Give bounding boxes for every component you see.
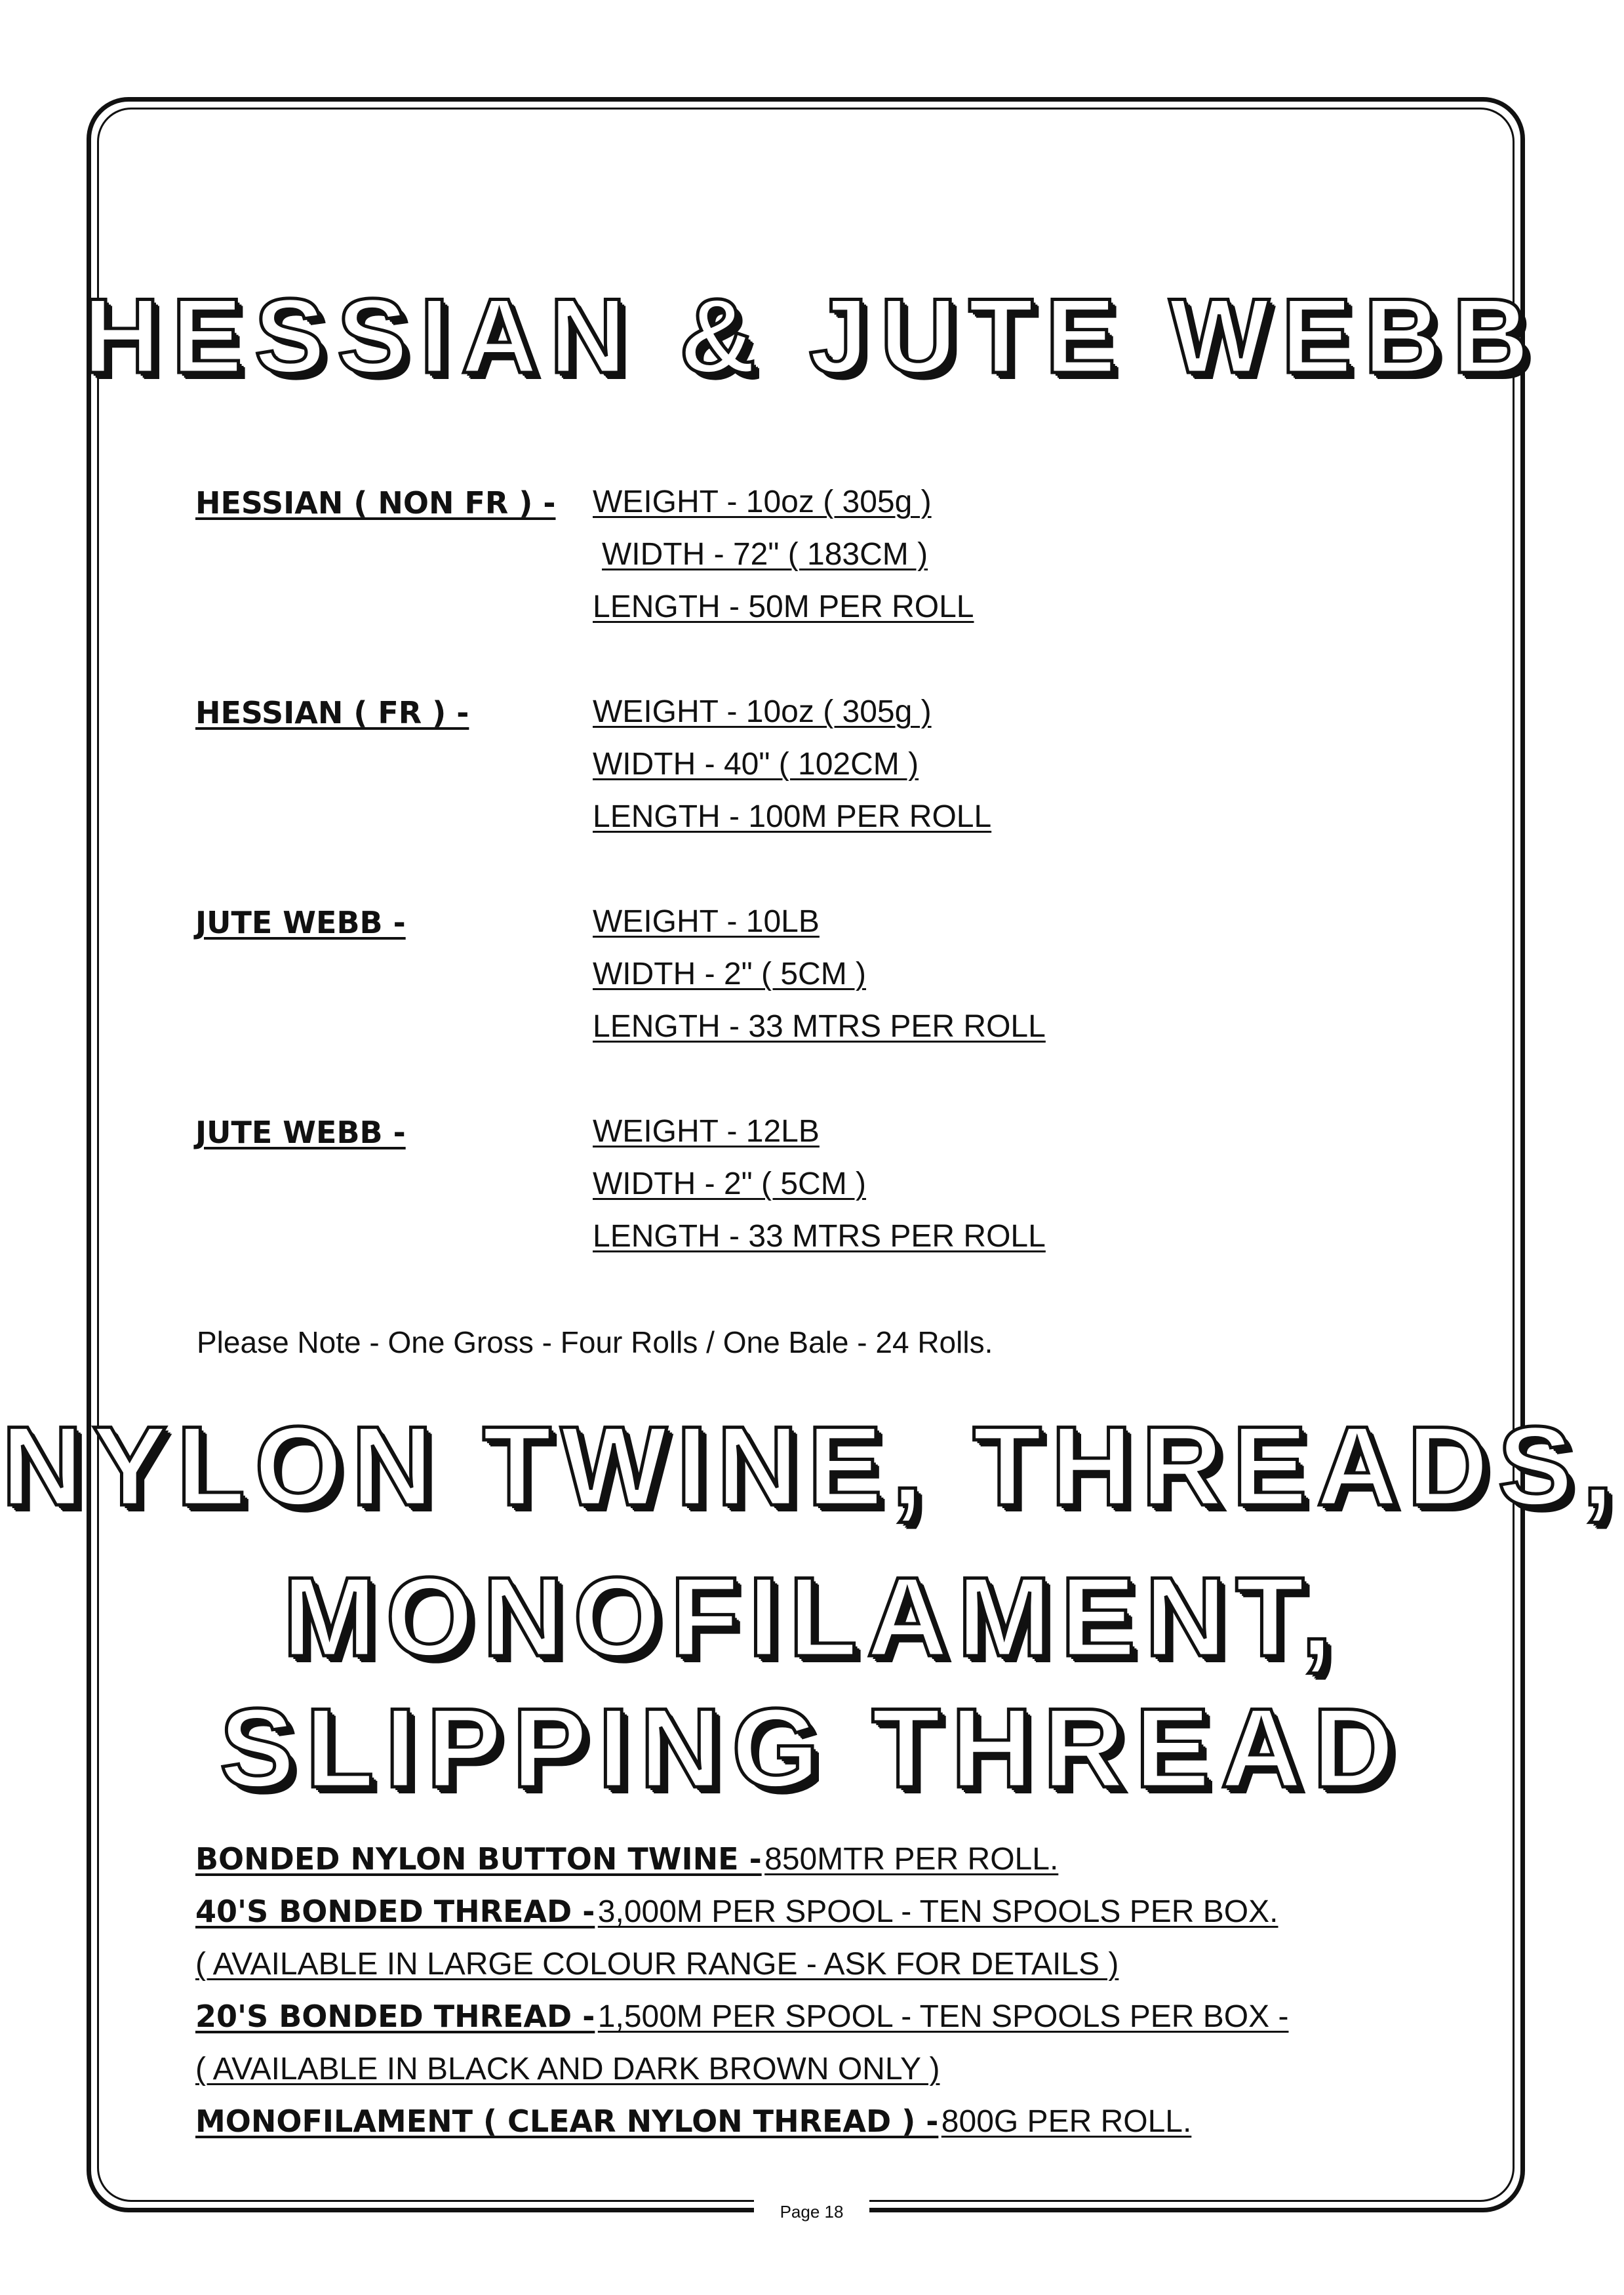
product-availability: ( AVAILABLE IN LARGE COLOUR RANGE - ASK FOR DETAILS )	[195, 1947, 1119, 1982]
product-availability: ( AVAILABLE IN BLACK AND DARK BROWN ONLY )	[195, 2052, 940, 2086]
product-desc: 800G PER ROLL.	[941, 2104, 1192, 2139]
spec-label: JUTE WEBB -	[195, 905, 406, 940]
spec-width: WIDTH - 2" ( 5CM )	[593, 1167, 866, 1201]
spec-width: WIDTH - 72" ( 183CM )	[602, 537, 928, 572]
spec-length: LENGTH - 100M PER ROLL	[593, 799, 992, 834]
spec-weight: WEIGHT - 10oz ( 305g )	[593, 485, 932, 519]
spec-length: LENGTH - 33 MTRS PER ROLL	[593, 1219, 1046, 1254]
title-nylon-line2: MONOFILAMENT,	[282, 1554, 1342, 1680]
product-desc: 3,000M PER SPOOL - TEN SPOOLS PER BOX.	[597, 1894, 1278, 1929]
spec-weight: WEIGHT - 10oz ( 305g )	[593, 694, 932, 729]
product-desc: 1,500M PER SPOOL - TEN SPOOLS PER BOX -	[597, 1999, 1289, 2034]
product-name: 40'S BONDED THREAD -	[195, 1894, 595, 1929]
product-line	[195, 1999, 1288, 2035]
product-line	[195, 1841, 1058, 1877]
title-nylon-line1: NYLON TWINE, THREADS,	[1, 1403, 1623, 1529]
product-line	[195, 2104, 1191, 2140]
product-line	[195, 1894, 1278, 1930]
product-name: 20'S BONDED THREAD -	[195, 1999, 595, 2034]
spec-weight: WEIGHT - 12LB	[593, 1114, 820, 1149]
spec-weight: WEIGHT - 10LB	[593, 904, 820, 939]
title-nylon-line3: SLIPPING THREAD	[219, 1685, 1405, 1811]
spec-label: HESSIAN ( FR ) -	[195, 695, 469, 730]
page-border-inner	[97, 108, 1515, 2202]
spec-length: LENGTH - 50M PER ROLL	[593, 589, 974, 624]
page-number: Page 18	[754, 2197, 869, 2227]
product-name: BONDED NYLON BUTTON TWINE -	[195, 1841, 762, 1877]
spec-width: WIDTH - 2" ( 5CM )	[593, 957, 866, 991]
spec-width: WIDTH - 40" ( 102CM )	[593, 747, 919, 782]
spec-label: JUTE WEBB -	[195, 1115, 406, 1150]
packaging-note: Please Note - One Gross - Four Rolls / One Bale - 24 Rolls.	[197, 1325, 993, 1359]
title-hessian-jute: HESSIAN & JUTE WEBB	[83, 277, 1541, 395]
product-name: MONOFILAMENT ( CLEAR NYLON THREAD ) -	[195, 2104, 939, 2139]
spec-label: HESSIAN ( NON FR ) -	[195, 485, 556, 521]
product-desc: 850MTR PER ROLL.	[764, 1842, 1059, 1877]
spec-length: LENGTH - 33 MTRS PER ROLL	[593, 1009, 1046, 1044]
